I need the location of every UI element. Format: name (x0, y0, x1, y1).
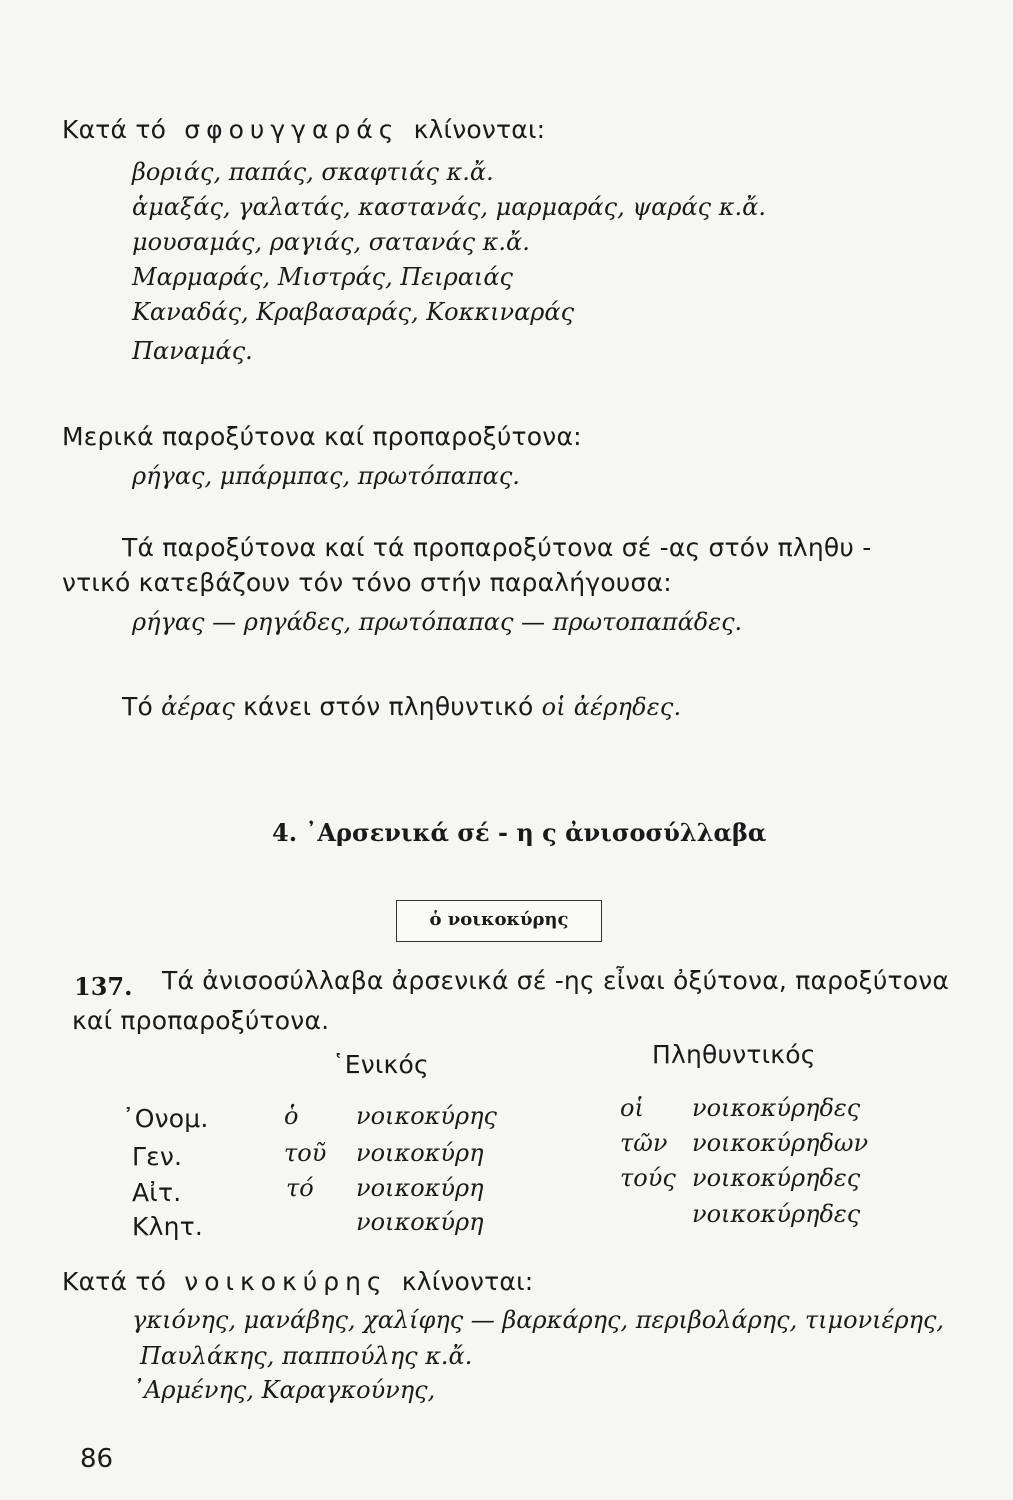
plural-article: τῶν (620, 1129, 668, 1157)
sfouggaras-line-3: μουσαμάς, ραγιάς, σατανάς κ.ἄ. (132, 228, 530, 256)
case-label: Γεν. (132, 1142, 183, 1171)
case-label: Αἰτ. (132, 1178, 182, 1207)
intro-suffix: κλίνονται: (401, 1267, 534, 1296)
page-number: 86 (80, 1444, 114, 1474)
plural-rule-line-1: Τά παροξύτονα καί τά προπαροξύτονα σέ -ας στόν πληθυ - (122, 533, 872, 562)
plural-form: νοικοκύρηδες (692, 1094, 861, 1122)
noikokyris-intro (62, 1267, 533, 1296)
singular-article: ὁ (284, 1102, 299, 1130)
singular-form: νοικοκύρη (356, 1174, 484, 1202)
plural-header: Πληθυντικός (652, 1040, 816, 1069)
sfouggaras-line-4: Μαρμαράς, Μιστράς, Πειραιάς (132, 263, 513, 291)
sfouggaras-intro (62, 115, 545, 144)
intro-word: σφουγγαράς (184, 115, 400, 144)
intro-word: νοικοκύρης (184, 1267, 388, 1296)
singular-form: νοικοκύρη (356, 1208, 484, 1236)
paragraph-137-line-1: Τά ἀνισοσύλλαβα ἀρσενικά σέ -ης εἶναι ὀξύτονα, παροξύτονα (162, 966, 950, 995)
noikokyris-line-1: γκιόνης, μανάβης, χαλίφης — βαρκάρης, περιβολάρης, τιμονιέρης, (132, 1306, 945, 1334)
aeras-word: ἀέρας (161, 693, 235, 721)
case-label: ᾽Ονομ. (122, 1104, 209, 1133)
plural-form: νοικοκύρηδες (692, 1200, 861, 1228)
aeras-middle: κάνει στόν πληθυντικό (243, 692, 534, 721)
singular-form: νοικοκύρη (356, 1139, 484, 1167)
section-heading: 4. ᾽Αρσενικά σέ - η ς ἀνισοσύλλαβα (272, 818, 767, 847)
intro-suffix: κλίνονται: (413, 115, 546, 144)
paragraph-number: 137. (74, 972, 133, 1001)
sfouggaras-line-6: Παναμάς. (132, 337, 253, 365)
plural-article: οἱ (620, 1094, 644, 1122)
plural-form: νοικοκύρηδες (692, 1164, 861, 1192)
paroxytona-example: ρήγας, μπάρμπας, πρωτόπαπας. (132, 462, 520, 490)
intro-prefix: Κατά τό (62, 1267, 167, 1296)
intro-prefix: Κατά τό (62, 115, 167, 144)
noikokyris-line-3: ᾽Αρμένης, Καραγκούνης, (132, 1376, 436, 1404)
singular-form: νοικοκύρης (356, 1102, 497, 1130)
paragraph-137-line-2: καί προπαροξύτονα. (72, 1006, 330, 1035)
aeras-prefix: Τό (122, 692, 153, 721)
sfouggaras-line-1: βοριάς, παπάς, σκαφτιάς κ.ἄ. (132, 158, 494, 186)
plural-form: νοικοκύρηδων (692, 1129, 869, 1157)
paroxytona-intro: Μερικά παροξύτονα καί προπαροξύτονα: (62, 422, 582, 451)
sfouggaras-line-2: ἁμαξάς, γαλατάς, καστανάς, μαρμαράς, ψαράς κ.ἄ. (132, 193, 766, 221)
case-label: Κλητ. (132, 1212, 204, 1241)
noikokyris-line-2: Παυλάκης, παππούλης κ.ἄ. (140, 1342, 473, 1370)
plural-rule-example: ρήγας — ρηγάδες, πρωτόπαπας — πρωτοπαπάδες. (132, 608, 743, 636)
singular-header: ῾Ενικός (332, 1050, 429, 1079)
plural-rule-line-2: ντικό κατεβάζουν τόν τόνο στήν παραλήγουσα: (62, 568, 672, 597)
singular-article: τό (286, 1174, 314, 1202)
sfouggaras-line-5: Καναδάς, Κραβασαράς, Κοκκιναράς (132, 298, 575, 326)
aeras-plural: οἱ ἀέρηδες. (541, 693, 682, 721)
aeras-note (122, 692, 681, 721)
singular-article: τοῦ (284, 1139, 327, 1167)
plural-article: τούς (620, 1164, 676, 1192)
boxed-paradigm-label: ὁ νοικοκύρης (396, 900, 602, 942)
